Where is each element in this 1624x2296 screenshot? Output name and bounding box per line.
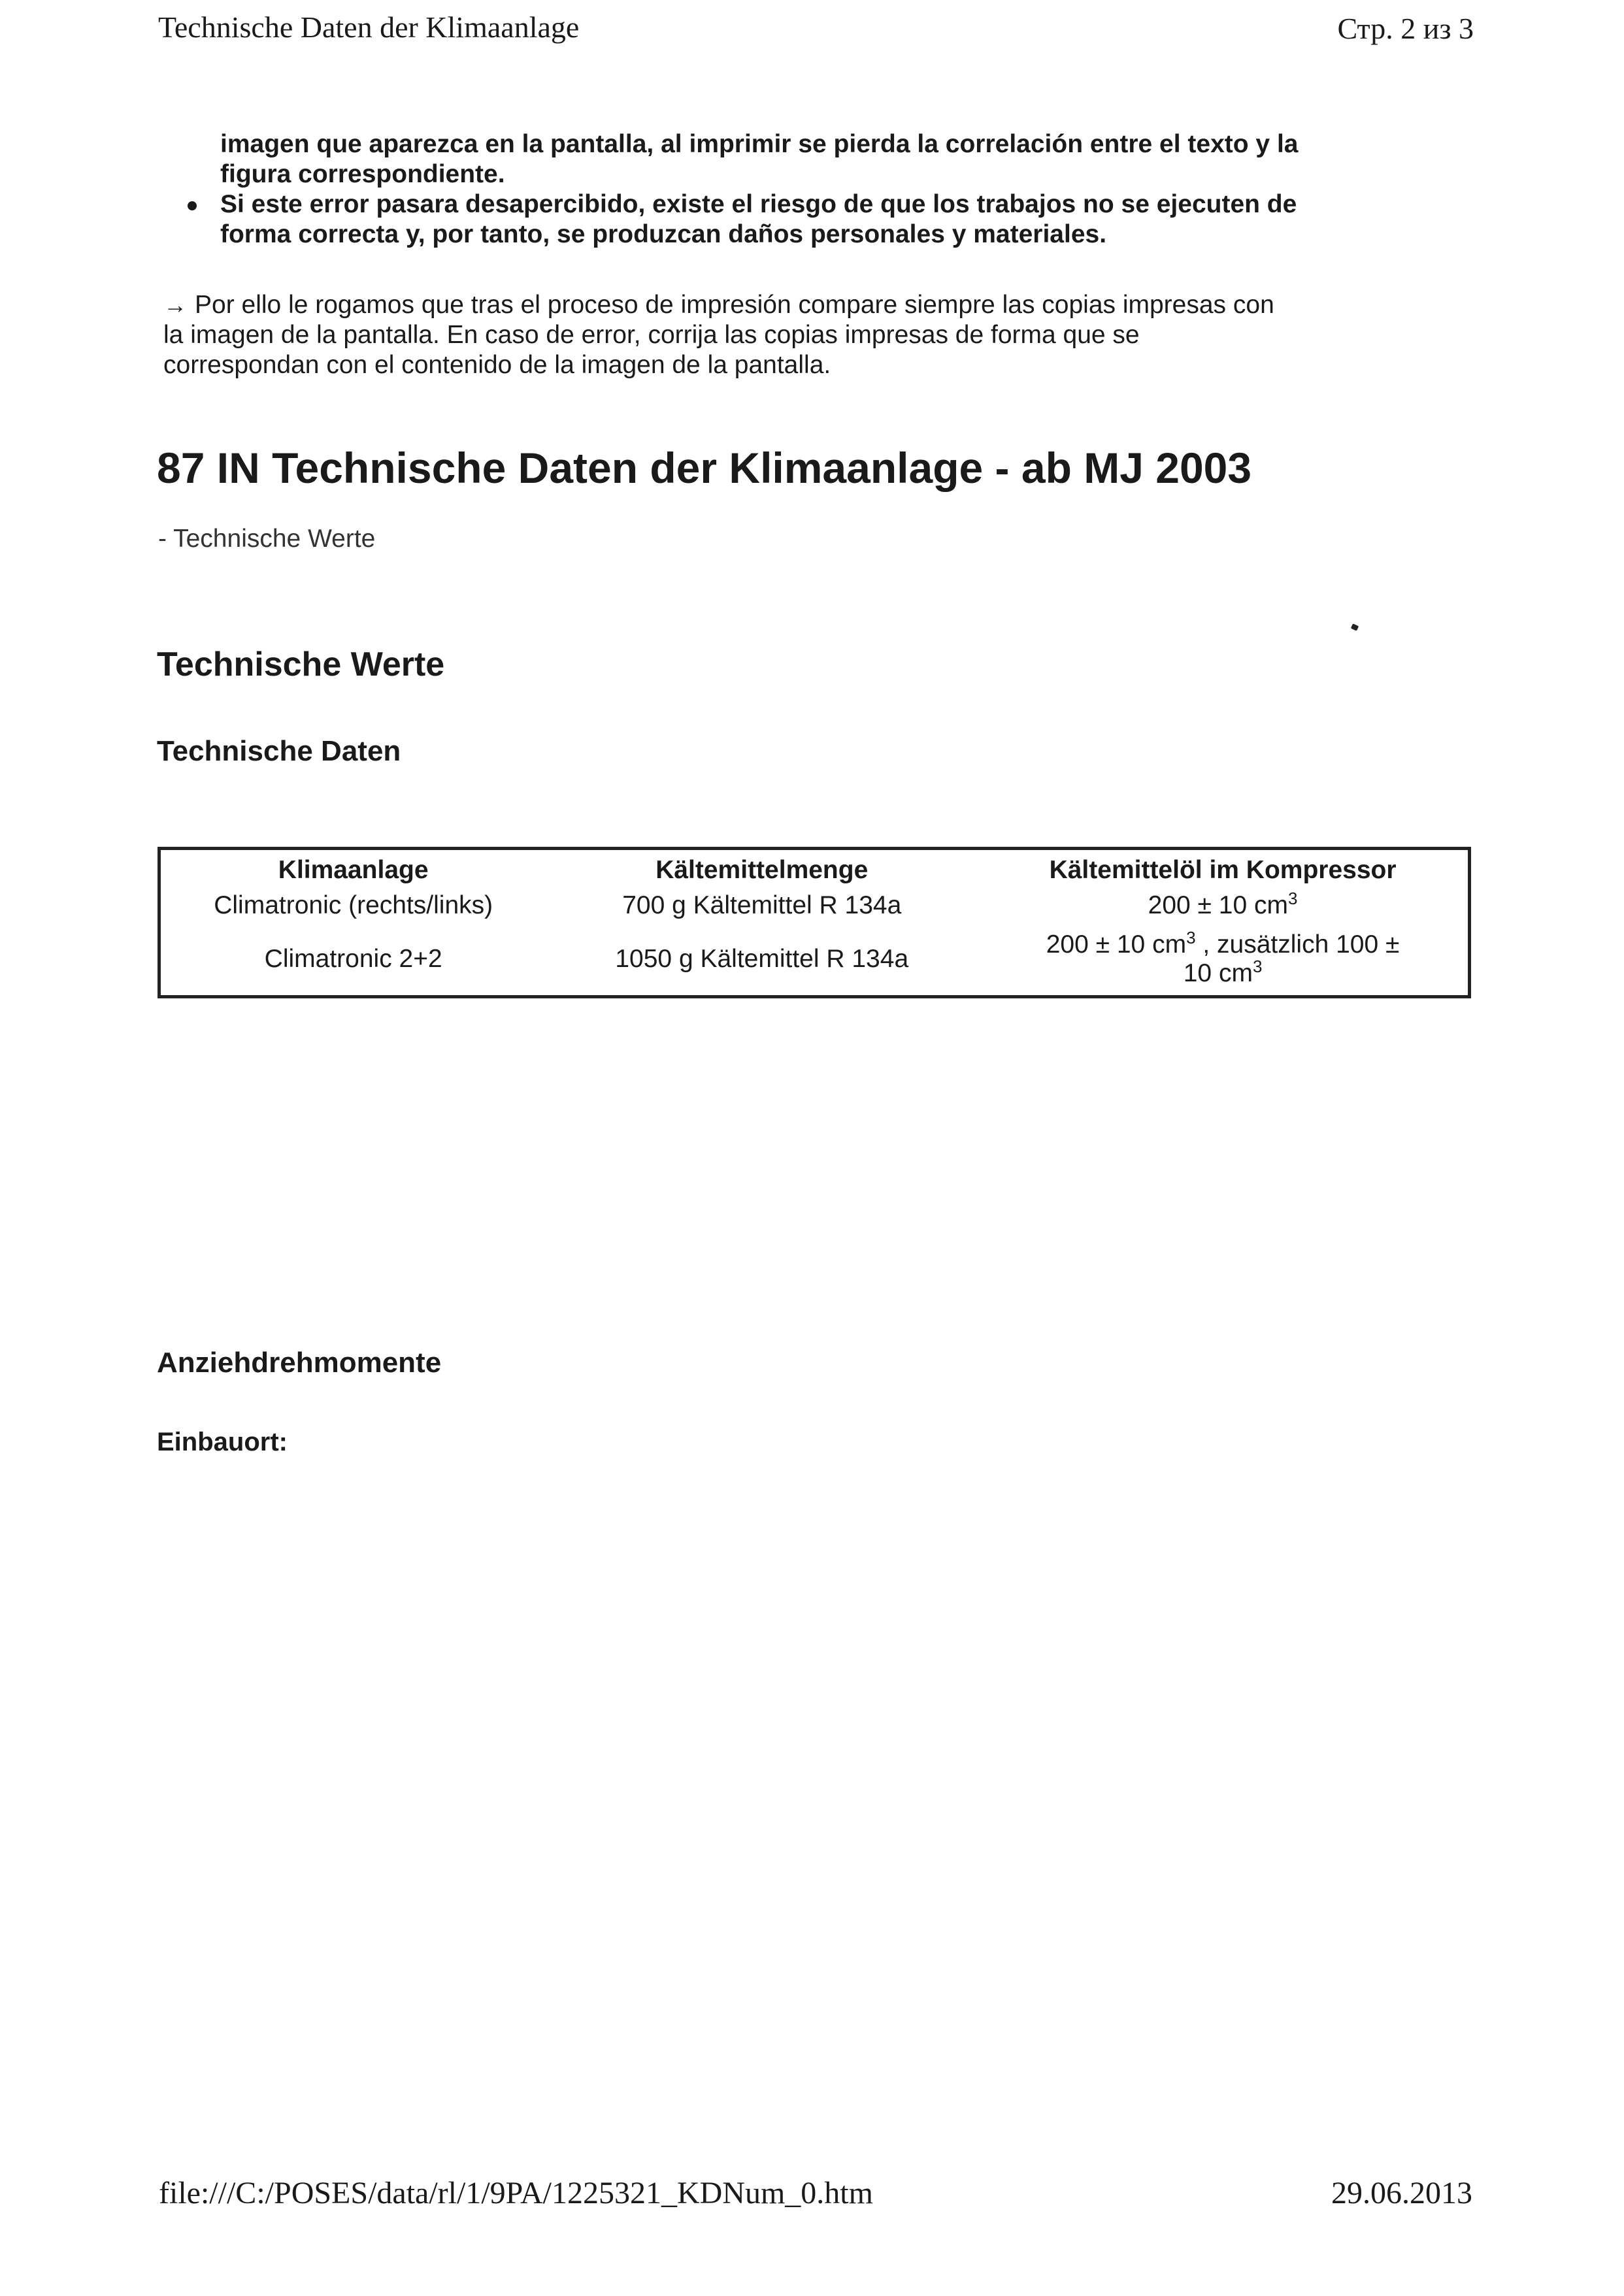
table-cell-klimaanlage: Climatronic (rechts/links) [214, 891, 493, 919]
subsection-title-technische-daten: Technische Daten [157, 735, 401, 767]
subsection-title-anziehdrehmomente: Anziehdrehmomente [157, 1347, 442, 1379]
bullet-icon [188, 201, 197, 210]
oel-value-extra: , zusätzlich 100 ± [1195, 930, 1400, 959]
header-title: Technische Daten der Klimaanlage [158, 10, 580, 44]
table-header-cell: Kältemittelmenge [655, 856, 869, 884]
table-cell-oel [978, 888, 1469, 923]
note-line: la imagen de la pantalla. En caso de error, corrija las copias impresas de forma que se [163, 321, 1140, 349]
warning-line: figura correspondiente. [220, 160, 505, 188]
oel-value: 200 ± 10 cm [1148, 891, 1289, 919]
subnav-link-technische-werte[interactable]: - Technische Werte [158, 525, 376, 553]
note-line [163, 290, 1405, 320]
oel-value-extra: 10 cm [1183, 959, 1253, 987]
note-line: correspondan con el contenido de la imagen de la pantalla. [163, 351, 831, 379]
einbauort-label: Einbauort: [157, 1428, 288, 1456]
footer-date: 29.06.2013 [1331, 2176, 1472, 2210]
oel-value: 200 ± 10 cm [1046, 930, 1187, 959]
section-title: Technische Werte [157, 646, 445, 683]
table-row [159, 888, 1470, 923]
table-cell-menge: 700 g Kältemittel R 134a [622, 891, 902, 919]
footer-url: file:///C:/POSES/data/rl/1/9PA/1225321_KDNum_0.htm [159, 2176, 873, 2210]
superscript: 3 [1288, 889, 1298, 908]
note-block [163, 290, 1405, 380]
scan-speck [1351, 623, 1359, 631]
spec-table [157, 847, 1471, 998]
table-cell-oel [978, 923, 1469, 997]
table-header-row [159, 849, 1470, 889]
table-cell-menge: 1050 g Kältemittel R 134a [615, 945, 909, 973]
warning-line: imagen que aparezca en la pantalla, al imprimir se pierda la correlación entre el texto y la [220, 130, 1299, 158]
warning-block [220, 129, 1397, 250]
superscript: 3 [1252, 957, 1263, 976]
arrow-right-icon: → [163, 291, 187, 318]
note-text: Por ello le rogamos que tras el proceso de impresión compare siempre las copias impresas con [195, 291, 1274, 319]
superscript: 3 [1186, 928, 1196, 947]
table-header-cell: Kältemittelöl im Kompressor [1049, 856, 1397, 884]
table-row [159, 923, 1470, 997]
table-cell-klimaanlage: Climatronic 2+2 [264, 945, 442, 973]
warning-bullet-item [220, 189, 1397, 250]
warning-bullet-line: Si este error pasara desapercibido, existe el riesgo de que los trabajos no se ejecuten de [220, 190, 1297, 218]
page-title: 87 IN Technische Daten der Klimaanlage - ab MJ 2003 [157, 444, 1252, 492]
warning-bullet-line: forma correcta y, por tanto, se produzcan daños personales y materiales. [220, 220, 1107, 248]
page-number: Стр. 2 из 3 [1337, 12, 1474, 45]
table-header-cell: Klimaanlage [278, 856, 429, 884]
